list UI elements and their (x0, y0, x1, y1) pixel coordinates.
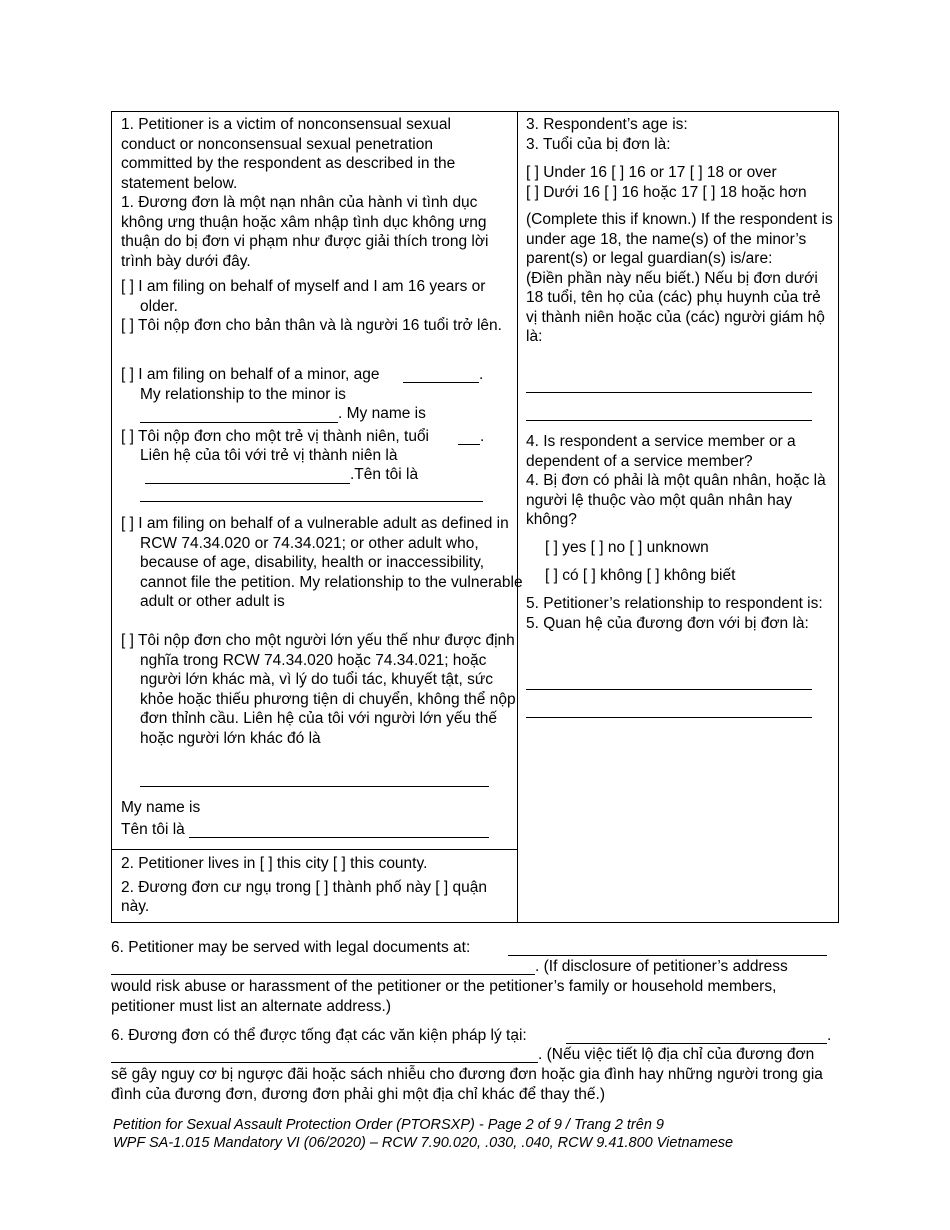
minor-name-label-en: . My name is (338, 405, 426, 422)
left-column: 1. Petitioner is a victim of nonconsensual sexual conduct or nonconsensual sexual penetration committed by the respondent as described in the statement below. 1. Đương đơn là một nạn nhân của hành vi tình dục không ưng thuận hoặc xâm nhập tình dục không ưng thuận do bị đơn vi phạm như được giải thích trong lời trình bày dưới đây. [ ] I am filing on behalf of myself and I am 16 years or older. [ ] Tôi nộp đơn cho bản thân và là người 16 tuổi trở lên. [ ] I am filing on behalf of a minor, age . My relationship to the minor is . My name is [ ] Tôi nộp đơn cho một trẻ vị thành niên, tuổi . Liên hệ của tôi với trẻ vị thành niên là .Tên tôi là [ ] I am filing on behalf of a vulnerable adult as defined in RCW 74.34.020 or 74.34.021; or other adult who, because of age, disability, health or inaccessibility, cannot file the petition. My relationship to the vulnerable adult or other adult is [ ] Tôi nộp đơn cho một người lớn yếu thế như được định nghĩa trong RCW 74.34.020 hoặc 74.34.021; hoặc người lớn khác mà, vì lý do tuổi tác, khuyết tật, sức khỏe hoặc thiếu phương tiện di chuyển, không thể nộp đơn thỉnh cầu. Liên hệ của tôi với người lớn yếu thế hoặc người lớn khác đó là My name is Tên tôi là 2. Petitioner lives in [ ] this city [ ] this county. 2. Đương đơn cư ngụ trong [ ] thành phố này [ ] quận này. (112, 112, 518, 922)
q6-note-en: would risk abuse or harassment of the petitioner or the petitioner’s family or household members, petitioner must list an alternate address.) (111, 978, 777, 1015)
q6-note-vi: sẽ gây nguy cơ bị ngược đãi hoặc sách nhiễu cho đương đơn hoặc gia đình hay những người trong gia đình của đương đơn, đương đơn phải ghi một địa chỉ khác để thay thế.) (111, 1066, 823, 1103)
q1-text-en: 1. Petitioner is a victim of nonconsensual sexual conduct or nonconsensual sexual penetration committed by the respondent as described in the statement below. (121, 116, 456, 192)
minor-relationship-blank-vi[interactable] (145, 483, 350, 484)
q4-options-vi[interactable]: [ ] có [ ] không [ ] không biết (545, 567, 736, 584)
q6-disclosure-vi: . (Nếu việc tiết lộ địa chỉ của đương đơn (538, 1046, 815, 1063)
q3-options-vi[interactable]: [ ] Dưới 16 [ ] 16 hoặc 17 [ ] 18 hoặc hơn (526, 183, 807, 201)
footer-form-id: WPF SA-1.015 Mandatory VI (06/2020) – RCW 7.90.020, .030, .040, RCW 9.41.800 Vietnamese (113, 1135, 734, 1151)
service-address-blank-vi-1[interactable] (566, 1043, 827, 1044)
q2-text-vi[interactable]: 2. Đương đơn cư ngụ trong [ ] thành phố này [ ] quận này. (121, 878, 487, 915)
q6-disclosure-en: . (If disclosure of petitioner’s address (535, 958, 788, 975)
q2-divider (112, 849, 517, 850)
minor-relationship-label-vi: Liên hệ của tôi với trẻ vị thành niên là (140, 447, 398, 464)
guardian-blank-2[interactable] (526, 420, 812, 421)
q4-text-en: 4. Is respondent a service member or a dependent of a service member? (526, 433, 796, 470)
q1-text-vi: 1. Đương đơn là một nạn nhân của hành vi tình dục không ưng thuận hoặc xâm nhập tình dục không ưng thuận do bị đơn vi phạm như được giải thích trong lời trình bày dưới đây. (121, 194, 489, 270)
minor-name-label-vi: .Tên tôi là (350, 466, 419, 483)
relationship-blank-1[interactable] (526, 689, 812, 690)
minor-age-blank-vi[interactable] (458, 444, 480, 445)
vulnerable-adult-checkbox-vi[interactable]: [ ] Tôi nộp đơn cho một người lớn yếu thế như được định nghĩa trong RCW 74.34.020 hoặc 74.34.021; hoặc người lớn khác mà, vì lý do tuổi tác, khuyết tật, sức khỏe hoặc thiếu phương tiện di chuyển, không thể nộp đơn thỉnh cầu. Liên hệ của tôi với người lớn yếu thế hoặc người lớn khác đó là (121, 632, 516, 747)
minor-name-blank[interactable] (140, 501, 483, 502)
q3-text-vi: 3. Tuổi của bị đơn là: (526, 135, 671, 153)
right-column (518, 112, 838, 922)
minor-age-blank[interactable] (403, 382, 479, 383)
guardian-instructions-en: (Complete this if known.) If the respondent is under age 18, the name(s) of the minor’s parent(s) or legal guardian(s) is/are: (526, 211, 833, 267)
q5-text-en: 5. Petitioner’s relationship to respondent is: (526, 595, 823, 612)
q4-text-vi: 4. Bị đơn có phải là một quân nhân, hoặc là người lệ thuộc vào một quân nhân hay không? (526, 472, 826, 528)
self-checkbox-en[interactable]: [ ] I am filing on behalf of myself and I am 16 years or older. (121, 278, 486, 315)
service-address-blank-en-2[interactable] (111, 974, 535, 975)
q6-label-vi: 6. Đương đơn có thể được tống đạt các văn kiện pháp lý tại: (111, 1027, 527, 1044)
my-name-blank[interactable] (189, 837, 489, 838)
q4-options-en[interactable]: [ ] yes [ ] no [ ] unknown (545, 539, 709, 556)
service-address-blank-en-1[interactable] (508, 955, 827, 956)
q3-options-en[interactable]: [ ] Under 16 [ ] 16 or 17 [ ] 18 or over (526, 164, 777, 181)
q6-label-en: 6. Petitioner may be served with legal documents at: (111, 939, 471, 956)
minor-checkbox-en[interactable]: [ ] I am filing on behalf of a minor, age (121, 366, 380, 383)
minor-relationship-blank[interactable] (140, 422, 338, 423)
q5-text-vi: 5. Quan hệ của đương đơn với bị đơn là: (526, 614, 809, 632)
my-name-label-vi: Tên tôi là (121, 821, 185, 838)
vulnerable-relationship-blank[interactable] (140, 786, 489, 787)
guardian-blank-1[interactable] (526, 392, 812, 393)
minor-relationship-label: My relationship to the minor is (140, 386, 346, 403)
minor-checkbox-vi[interactable]: [ ] Tôi nộp đơn cho một trẻ vị thành niên, tuổi (121, 428, 430, 445)
q2-text-en[interactable]: 2. Petitioner lives in [ ] this city [ ] this county. (121, 855, 428, 872)
q3-text-en: 3. Respondent’s age is: (526, 116, 688, 133)
guardian-instructions-vi: (Điền phần này nếu biết.) Nếu bị đơn dưới 18 tuổi, tên họ của (các) phụ huynh của trẻ vị thành niên hoặc của (các) người giám hộ là: (526, 269, 825, 345)
form-table (111, 111, 839, 923)
relationship-blank-2[interactable] (526, 717, 812, 718)
service-address-blank-vi-2[interactable] (111, 1062, 538, 1063)
footer-title: Petition for Sexual Assault Protection Order (PTORSXP) - Page 2 of 9 / Trang 2 trên 9 (113, 1117, 664, 1133)
my-name-label-en: My name is (121, 799, 201, 816)
vulnerable-adult-checkbox-en[interactable]: [ ] I am filing on behalf of a vulnerable adult as defined in RCW 74.34.020 or 74.34.021; or other adult who, because of age, disability, health or inaccessibility, cannot file the petition. My relationship to the vulnerable adult or other adult is (121, 515, 523, 610)
self-checkbox-vi[interactable]: [ ] Tôi nộp đơn cho bản thân và là người 16 tuổi trở lên. (121, 317, 502, 334)
